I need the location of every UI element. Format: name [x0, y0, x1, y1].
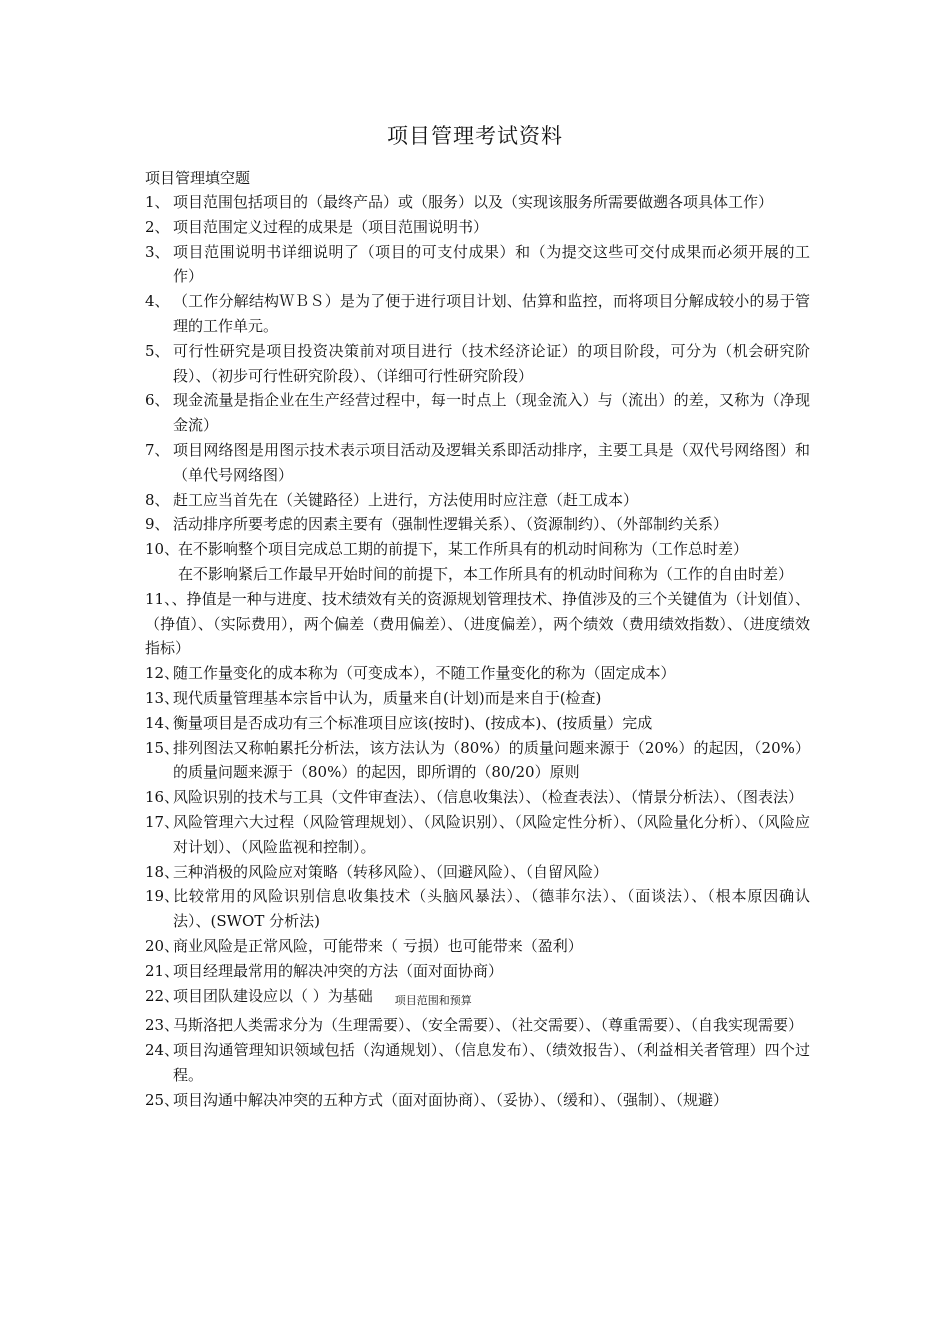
question-item — [145, 512, 810, 537]
question-text — [178, 537, 810, 587]
question-text: 排列图法又称帕累托分析法，该方法认为（80%）的质量问题来源于（20%）的起因，（20%）的质量问题来源于（80%）的起因，即所谓的（80/20）原则 — [173, 738, 810, 782]
question-text: 项目范围定义过程的成果是（项目范围说明书） — [173, 217, 489, 236]
question-number: 16、 — [145, 788, 180, 807]
question-text-line: 在不影响整个项目完成总工期的前提下，某工作所具有的机动时间称为（工作总时差） — [178, 540, 749, 559]
question-text: 项目网络图是用图示技术表示项目活动及逻辑关系即活动排序，主要工具是（双代号网络图）和（单代号网络图） — [173, 440, 810, 484]
question-item — [145, 711, 810, 736]
question-text: 活动排序所要考虑的因素主要有（强制性逻辑关系）、（资源制约）、（外部制约关系） — [173, 515, 729, 534]
question-number: 19、 — [145, 887, 180, 906]
question-number: 14、 — [145, 713, 180, 732]
question-number: 22、 — [145, 986, 180, 1005]
question-number: 18、 — [145, 862, 180, 881]
question-item — [145, 810, 810, 860]
question-text: 商业风险是正常风险，可能带来（ 亏损）也可能带来（盈利） — [173, 936, 583, 955]
question-text: 现代质量管理基本宗旨中认为，质量来自(计划)而是来自于(检查) — [173, 688, 602, 707]
question-item — [145, 537, 810, 587]
question-item — [145, 587, 810, 661]
question-text: 、挣值是一种与进度、技术绩效有关的资源规划管理技术、挣值涉及的三个关键值为（计划值）、（挣值）、（实际费用），两个偏差（费用偏差）、（进度偏差），两个绩效（费用绩效指数）、（进度绩效指标） — [145, 589, 810, 658]
question-list — [145, 190, 810, 1112]
section-heading: 项目管理填空题 — [145, 169, 251, 187]
question-text: 赶工应当首先在（关键路径）上进行，方法使用时应注意（赶工成本） — [173, 490, 639, 509]
question-number: 11、 — [145, 589, 172, 608]
question-item — [145, 884, 810, 934]
question-text: （工作分解结构ＷＢＳ）是为了便于进行项目计划、估算和监控，而将项目分解成较小的易于管理的工作单元。 — [173, 292, 810, 335]
question-text: 现金流量是指企业在生产经营过程中，每一时点上（现金流入）与（流出）的差，又称为（净现金流） — [173, 391, 810, 435]
question-text: 项目范围说明书详细说明了（项目的可支付成果）和（为提交这些可交付成果而必须开展的工作） — [173, 242, 810, 286]
question-item — [145, 388, 810, 438]
question-item — [145, 1038, 810, 1088]
question-number: 23、 — [145, 1016, 180, 1035]
question-item — [145, 488, 810, 513]
question-item — [145, 1013, 810, 1038]
question-number: 8、 — [145, 490, 170, 509]
question-text: 风险识别的技术与工具（文件审查法）、（信息收集法）、（检查表法）、（情景分析法）、（图表法） — [173, 788, 804, 807]
question-item — [145, 785, 810, 810]
question-item — [145, 661, 810, 686]
question-number: 24、 — [145, 1041, 180, 1060]
margin-note: 项目范围和预算 — [394, 993, 472, 1007]
question-item — [145, 959, 810, 984]
question-text: 风险管理六大过程（风险管理规划）、（风险识别）、（风险定性分析）、（风险量化分析）、（风险应对计划）、（风险监视和控制）。 — [173, 812, 810, 856]
question-item — [145, 289, 810, 339]
question-text: 三种消极的风险应对策略（转移风险）、（回避风险）、（自留风险） — [173, 862, 609, 881]
question-item — [145, 339, 810, 389]
question-number: 3、 — [145, 242, 170, 261]
question-number: 21、 — [145, 961, 180, 980]
question-item — [145, 190, 810, 215]
question-item — [145, 860, 810, 885]
question-number: 20、 — [145, 936, 180, 955]
question-text — [173, 984, 810, 1014]
question-number: 17、 — [145, 812, 180, 831]
question-text: 项目沟通中解决冲突的五种方式（面对面协商）、（妥协）、（缓和）、（强制）、（规避） — [173, 1090, 729, 1109]
question-text: 比较常用的风险识别信息收集技术（头脑风暴法）、（德菲尔法）、（面谈法）、（根本原因确认法）、(SWOT 分析法) — [173, 887, 810, 931]
question-text-main: 项目团队建设应以（ ）为基础 — [173, 986, 373, 1005]
question-text: 马斯洛把人类需求分为（生理需要）、（安全需要）、（社交需要）、（尊重需要）、（自我实现需要） — [173, 1016, 804, 1035]
question-number: 9、 — [145, 515, 170, 534]
question-text: 项目经理最常用的解决冲突的方法（面对面协商） — [173, 961, 504, 980]
question-text: 项目沟通管理知识领域包括（沟通规划）、（信息发布）、（绩效报告）、（利益相关者管理）四个过程。 — [173, 1041, 810, 1084]
question-item — [145, 1088, 810, 1113]
question-number: 25、 — [145, 1090, 180, 1109]
question-item — [145, 736, 810, 786]
question-number: 13、 — [145, 688, 180, 707]
question-number: 10、 — [145, 540, 180, 559]
question-number: 4、 — [145, 292, 170, 311]
question-item — [145, 934, 810, 959]
question-item — [145, 215, 810, 240]
question-text: 衡量项目是否成功有三个标准项目应该(按时)、(按成本)、(按质量）完成 — [173, 713, 653, 732]
question-number: 6、 — [145, 391, 170, 410]
question-text: 随工作量变化的成本称为（可变成本），不随工作量变化的称为（固定成本） — [173, 664, 676, 683]
question-number: 2、 — [145, 217, 170, 236]
question-item — [145, 984, 810, 1014]
question-number: 5、 — [145, 341, 170, 360]
document-title: 项目管理考试资料 — [387, 124, 563, 148]
question-item — [145, 686, 810, 711]
question-text-line: 在不影响紧后工作最早开始时间的前提下，本工作所具有的机动时间称为（工作的自由时差） — [178, 564, 794, 583]
question-number: 15、 — [145, 738, 180, 757]
question-text: 项目范围包括项目的（最终产品）或（服务）以及（实现该服务所需要做遡各项具体工作） — [173, 193, 774, 211]
question-item — [145, 240, 810, 290]
question-number: 7、 — [145, 440, 170, 459]
question-text: 可行性研究是项目投资决策前对项目进行（技术经济论证）的项目阶段，可分为（机会研究阶段）、（初步可行性研究阶段）、（详细可行性研究阶段） — [173, 341, 810, 385]
question-number: 1、 — [145, 193, 170, 211]
question-number: 12、 — [145, 664, 180, 683]
question-item — [145, 438, 810, 488]
